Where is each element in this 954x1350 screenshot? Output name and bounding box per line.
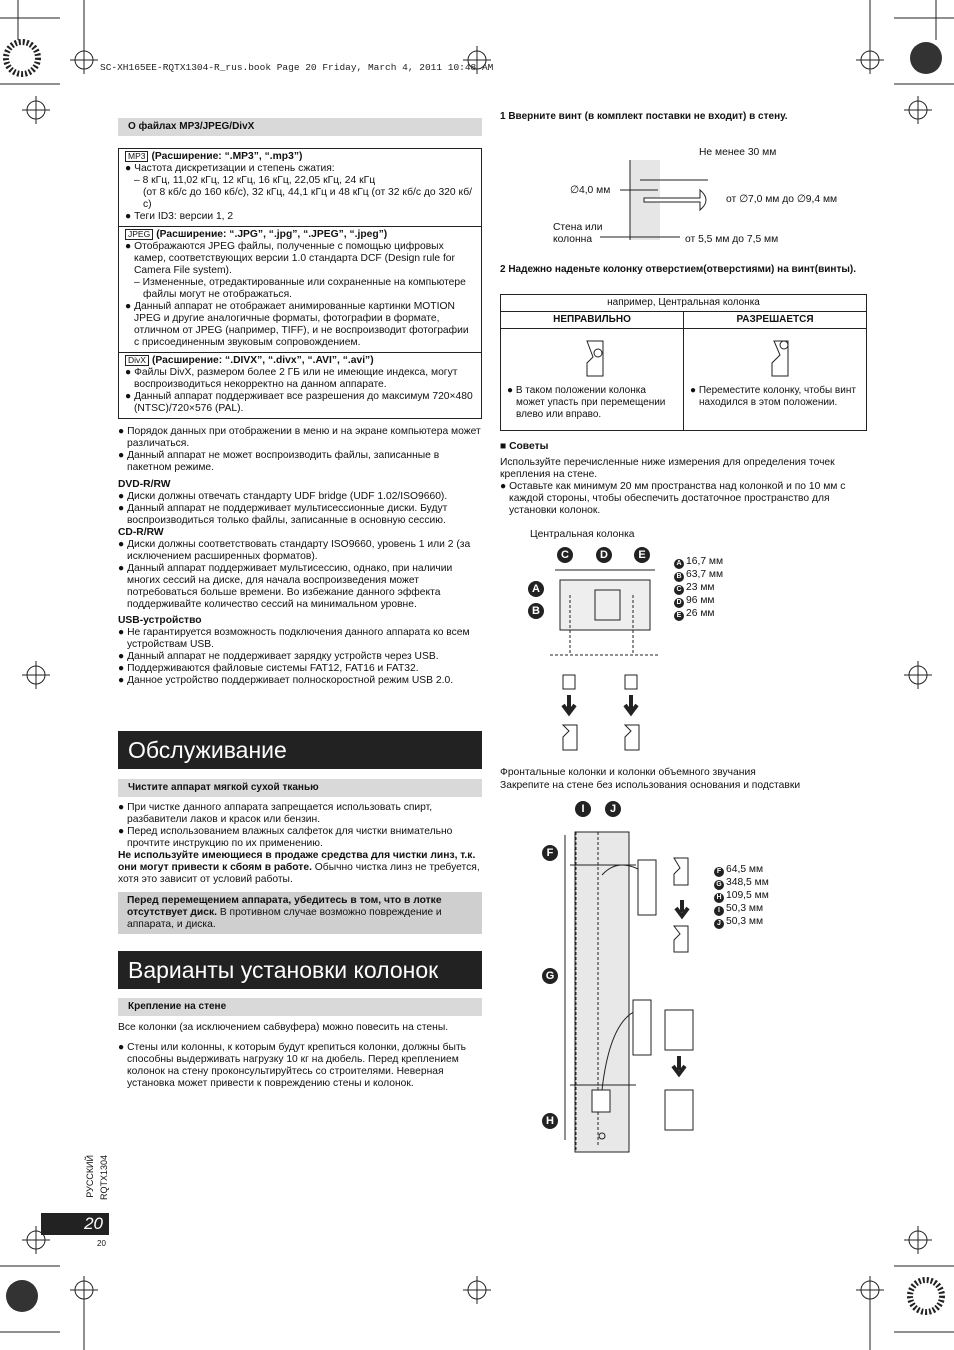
dim-value: 96 мм [686, 595, 715, 606]
jpeg-tag: JPEG [125, 229, 153, 240]
mp3-line: – 8 кГц, 11,02 кГц, 12 кГц, 16 кГц, 22,05 кГц, 24 кГц [134, 175, 376, 186]
dim-value: 23 мм [686, 582, 715, 593]
front-speaker-diagram [540, 800, 710, 1158]
wrong-text: ● В таком положении колонка может упасть при перемещении влево или вправо. [507, 385, 666, 420]
cd-note: ● Диски должны соответствовать стандарту ISO9660, уровень 1 или 2 (за исключением расширенных форматов). [118, 539, 471, 562]
side-code: RQTX1304 [99, 1155, 109, 1201]
tips-text [500, 457, 864, 517]
usb-note: ● Поддерживаются файловые системы FAT12, FAT16 и FAT32. [118, 663, 419, 674]
jpeg-line: ● Данный аппарат не отображает анимированные картинки MOTION JPEG и другие аналогичные форматы, фотографии в формате, отличном от JPEG (например, TIFF), и не воспроизводит фотографии с присоединенным звуковым сопровождением. [125, 301, 469, 348]
wall-label: Стена или колонна [553, 222, 603, 245]
usb-note: ● Данный аппарат не поддерживает зарядку устройств через USB. [118, 651, 439, 662]
dim-value: 63,7 мм [686, 569, 724, 580]
divx-line: ● Файлы DivX, размером более 2 ГБ или не имеющие индекса, могут воспроизводиться некорректно на данном аппарате. [125, 367, 458, 390]
mp3-line: (от 8 кб/с до 160 кб/с), 32 кГц, 44,1 кГц и 48 кГц (от 32 кб/с до 320 кб/с) [143, 187, 472, 210]
front-label-1: Фронтальные колонки и колонки объемного звучания [500, 767, 756, 778]
diameter-label: ∅4,0 мм [570, 185, 611, 196]
dim-row [714, 864, 769, 877]
dim-key: H [714, 893, 724, 903]
divx-tag: DivX [125, 355, 149, 366]
files-section-title: О файлах MP3/JPEG/DivX [118, 118, 482, 136]
ok-text: ● Переместите колонку, чтобы винт находился в этом положении. [690, 385, 856, 408]
wrong-header: НЕПРАВИЛЬНО [501, 312, 684, 329]
dim-value: 109,5 мм [726, 890, 769, 901]
move-warning [118, 892, 482, 934]
dim-value: 64,5 мм [726, 864, 764, 875]
dim-key: F [714, 867, 724, 877]
label-e: E [634, 547, 650, 563]
dim-key: A [674, 559, 684, 569]
step-1: 1 Вверните винт (в комплект поставки не входит) в стену. [500, 111, 788, 122]
jpeg-title: (Расширение: “.JPG”, “.jpg”, “.JPEG”, “.jpeg”) [156, 229, 388, 240]
jpeg-line: – Измененные, отредактированные или сохраненные на компьютере файлы могут не отображаться. [134, 277, 466, 300]
label-f: F [542, 845, 558, 861]
tips-heading: ■ Советы [500, 441, 549, 452]
dim-row [674, 556, 723, 569]
wall-note: ● Стены или колонны, к которым будут крепиться колонки, должны быть способны выдерживать нагрузку 10 кг на дюбель. Перед креплением колонок на стену проконсультируйтесь со строителями. Неверная установка может привести к повреждению стены и колонок. [118, 1042, 467, 1089]
dim-row [714, 916, 769, 929]
wall-note: Все колонки (за исключением сабвуфера) можно повесить на стены. [118, 1022, 449, 1033]
mp3-line: ● Частота дискретизации и степень сжатия: [125, 163, 335, 174]
tips-line: Используйте перечисленные ниже измерения для определения точек крепления на стене. [500, 457, 835, 480]
dim-key: C [674, 585, 684, 595]
dim-key: G [714, 880, 724, 890]
page-number-box: 20 [41, 1213, 109, 1235]
usb-note: ● Данное устройство поддерживает полноскоростной режим USB 2.0. [118, 675, 454, 686]
page-number-small: 20 [97, 1239, 106, 1248]
dim-row [714, 903, 769, 916]
usb-heading: USB-устройство [118, 615, 202, 626]
front-dims-list [714, 864, 769, 929]
dim-key: J [714, 919, 724, 929]
length-label: от 5,5 мм до 7,5 мм [685, 234, 779, 245]
mp3-line: ● Теги ID3: версии 1, 2 [125, 211, 234, 222]
dvd-heading: DVD-R/RW [118, 479, 171, 490]
divx-title: (Расширение: “.DIVX”, “.divx”, “.AVI”, “.avi”) [151, 355, 374, 366]
dim-value: 348,5 мм [726, 877, 769, 888]
label-c: C [557, 547, 573, 563]
dim-key: D [674, 598, 684, 608]
step-2: 2 Надежно наденьте колонку отверстием(отверстиями) на винт(винты). [500, 264, 856, 275]
ok-hole-icon [690, 331, 860, 381]
dim-row [674, 582, 723, 595]
cleaning-note: ● При чистке данного аппарата запрещается использовать спирт, разбавители лаков и красок или бензин. [118, 802, 433, 825]
dim-row [674, 608, 723, 621]
left-column [118, 118, 482, 687]
install-heading: Варианты установки колонок [118, 951, 482, 989]
wrong-hole-icon [507, 331, 677, 381]
usb-note: ● Не гарантируется возможность подключения данного аппарата ко всем устройствам USB. [118, 627, 470, 650]
move-warning-text: В противном случае возможно повреждение и аппарата, и диска. [127, 907, 442, 930]
dim-row [714, 890, 769, 903]
mp3-section [119, 149, 481, 227]
dim-value: 26 мм [686, 608, 715, 619]
divx-section [119, 353, 481, 418]
min-distance-label: Не менее 30 мм [699, 147, 777, 158]
jpeg-section [119, 227, 481, 353]
dim-row [674, 595, 723, 608]
mp3-tag: MP3 [125, 151, 148, 162]
head-diameter-label: от ∅7,0 мм до ∅9,4 мм [726, 194, 838, 205]
cleaning-note: ● Перед использованием влажных салфеток для чистки внимательно прочтите инструкцию по их применению. [118, 826, 453, 849]
cleaning-warning-bold: Не используйте имеющиеся в продаже средства для чистки линз, т.к. они могут привести к сбоям в работе. [118, 850, 476, 873]
move-warning-bold: Перед перемещением аппарата, убедитесь в том, что в лотке отсутствует диск. [127, 895, 442, 918]
center-dims-list [674, 556, 723, 621]
cd-note: ● Данный аппарат поддерживает мультисессию, однако, при наличии многих сессий на диске, для начала воспроизведения может потребоваться больше времени. Во избежание данного эффекта поддерживайте количество сессий на минимальном уровне. [118, 563, 453, 610]
mp3-title: (Расширение: “.MP3”, “.mp3”) [151, 151, 303, 162]
cleaning-title: Чистите аппарат мягкой сухой тканью [118, 779, 482, 797]
maintenance-heading: Обслуживание [118, 731, 482, 769]
label-b: B [528, 603, 544, 619]
dim-value: 50,3 мм [726, 916, 764, 927]
dim-value: 50,3 мм [726, 903, 764, 914]
center-speaker-diagram [525, 545, 665, 755]
label-a: A [528, 581, 544, 597]
label-i: I [575, 801, 591, 817]
dim-row [714, 877, 769, 890]
divx-line: ● Данный аппарат поддерживает все разрешения до максимум 720×480 (NTSC)/720×576 (PAL). [125, 391, 473, 414]
dim-key: B [674, 572, 684, 582]
cleaning-warning-text: Обычно чистка линз не требуется, хотя это зависит от условий работы. [118, 862, 480, 885]
label-h: H [542, 1113, 558, 1129]
center-speaker-label: Центральная колонка [530, 529, 635, 540]
label-d: D [596, 547, 612, 563]
cd-heading: CD-R/RW [118, 527, 164, 538]
example-caption: например, Центральная колонка [501, 295, 867, 312]
wall-section [118, 998, 482, 1090]
formats-box [118, 148, 482, 419]
print-header: SC-XH165EE-RQTX1304-R_rus.book Page 20 Friday, March 4, 2011 10:48 AM [100, 62, 494, 73]
tips-line: ● Оставьте как минимум 20 мм пространства над колонкой и по 10 мм с каждой стороны, чтобы обеспечить достаточное пространство для установки колонок. [500, 481, 846, 516]
dvd-note: ● Диски должны отвечать стандарту UDF bridge (UDF 1.02/ISO9660). [118, 491, 448, 502]
maintenance-section [118, 779, 482, 934]
general-note: ● Данный аппарат не может воспроизводить файлы, записанные в пакетном режиме. [118, 450, 440, 473]
side-language: РУССКИЙ [85, 1155, 95, 1198]
dim-key: E [674, 611, 684, 621]
ok-header: РАЗРЕШАЕТСЯ [684, 312, 867, 329]
wall-title: Крепление на стене [118, 998, 482, 1016]
jpeg-line: ● Отображаются JPEG файлы, полученные с помощью цифровых камер, соответствующих версии 1.0 стандарта DCF (Design rule for Camera File system). [125, 241, 455, 276]
label-g: G [542, 968, 558, 984]
general-note: ● Порядок данных при отображении в меню и на экране компьютера может различаться. [118, 426, 481, 449]
dim-value: 16,7 мм [686, 556, 724, 567]
dim-key: I [714, 906, 724, 916]
dim-row [674, 569, 723, 582]
dvd-note: ● Данный аппарат не поддерживает мультисессионные диски. Будут воспроизводиться только файлы, записанные в основную сессию. [118, 503, 448, 526]
front-label-2: Закрепите на стене без использования основания и подставки [500, 780, 801, 791]
label-j: J [605, 801, 621, 817]
example-table [500, 294, 867, 431]
